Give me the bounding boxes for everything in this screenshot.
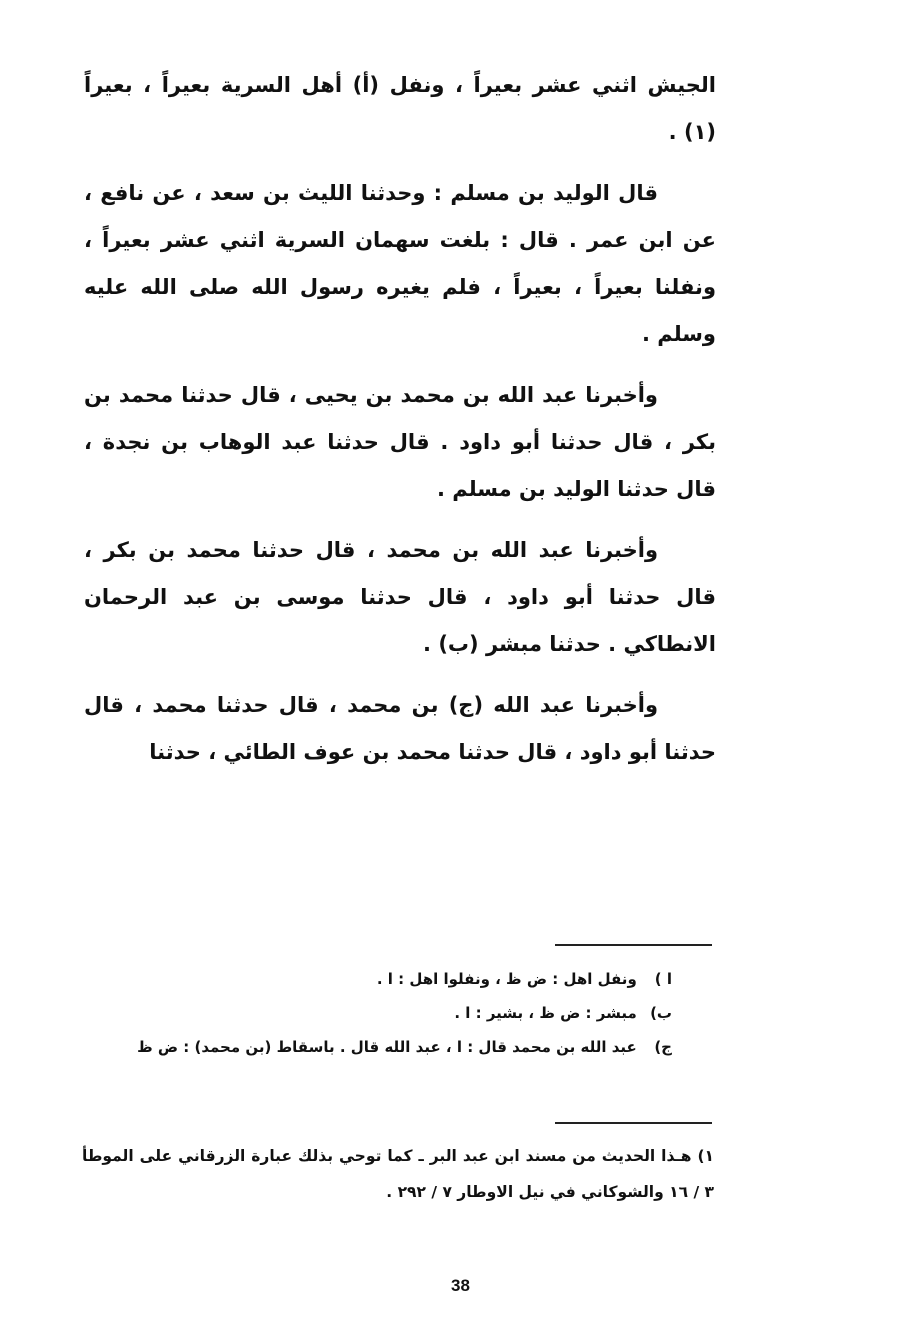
footnote: ١) هـذا الحديث من مسند ابن عبد البر ـ كما توحي بذلك عبارة الزرقاني على الموطأ ٣ / ١٦ والشوكاني في نيل الاوطار ٧ / ٢٩٢ . [82,1147,714,1201]
footnote-divider [555,1122,712,1124]
paragraph-5: وأخبرنا عبد الله (ج) بن محمد ، قال حدثنا محمد ، قال حدثنا أبو داود ، قال حدثنا محمد بن عوف الطائي ، حدثنا [84,693,716,764]
note-text: مبشر : ض ظ ، بشير : ا . [454,1004,637,1022]
note-key: ج) [654,1038,672,1056]
paragraph-2: قال الوليد بن مسلم : وحدثنا الليث بن سعد ، عن نافع ، عن ابن عمر . قال : بلغت سهمان السرية اثني عشر بعيراً ، ونفلنا بعيراً ، بعيراً ، فلم يغيره رسول الله صلى الله عليه وسلم . [84,181,716,346]
critical-notes-divider [555,944,712,946]
paragraph-4: وأخبرنا عبد الله بن محمد ، قال حدثنا محمد بن بكر ، قال حدثنا أبو داود ، قال حدثنا موسى بن عبد الرحمان الانطاكي . حدثنا مبشر (ب) . [84,538,716,656]
critical-notes [100,962,672,1064]
main-text [84,62,716,790]
paragraph-1: الجيش اثني عشر بعيراً ، ونفل (أ) أهل السرية بعيراً ، بعيراً (١) . [84,73,716,144]
note-text: عبد الله بن محمد قال : ا ، عبد الله قال . باسقاط (بن محمد) : ض ظ [137,1038,637,1056]
page-number: 38 [451,1276,470,1295]
note-key: ا ) [654,970,672,988]
note-row [100,962,672,996]
note-text: ونفل اهل : ض ظ ، ونفلوا اهل : ا . [376,970,637,988]
note-key: ب) [650,1004,672,1022]
note-row [100,996,672,1030]
note-row [100,1030,672,1064]
paragraph-3: وأخبرنا عبد الله بن محمد بن يحيى ، قال حدثنا محمد بن بكر ، قال حدثنا أبو داود . قال حدثنا عبد الوهاب بن نجدة ، قال حدثنا الوليد بن مسلم . [84,383,716,501]
